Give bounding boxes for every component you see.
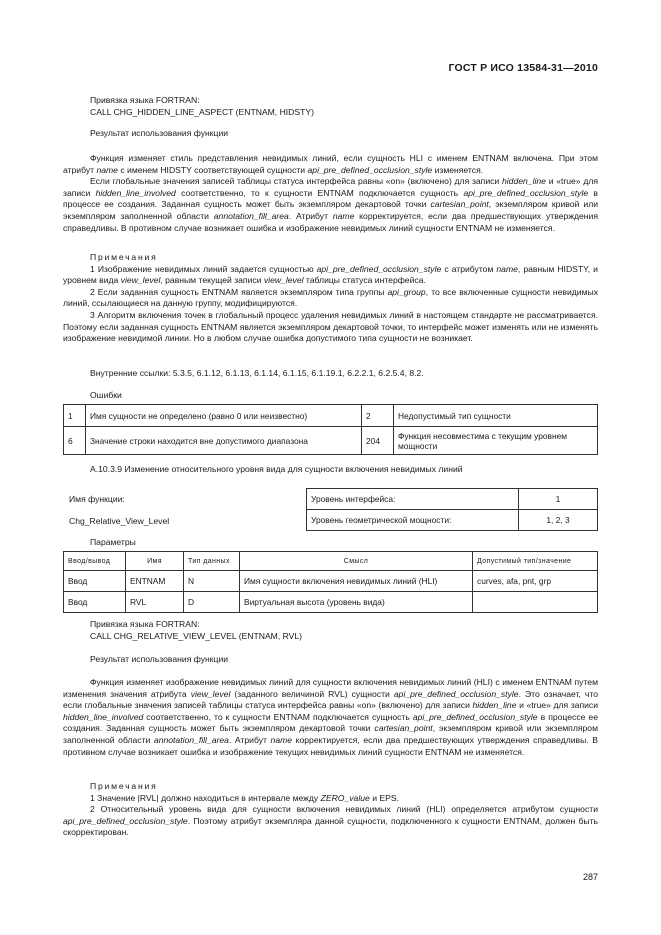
note-item: 3 Алгоритм включения точек в глобальный процесс удаления невидимых линий в настоящем стандарте не рассматривается. Поэтому если заданная сущность ENTNAM является экземпляром декартовой точки, то интерфейс может изменять или не изменять изображение невидимой линии. Но в любом случае ошибка допустимого типа сущности не возникает. — [63, 309, 598, 344]
internal-references — [63, 368, 598, 401]
table-cell: Имя сущности включения невидимых линий (HLI) — [240, 571, 473, 592]
table-cell: RVL — [126, 592, 184, 613]
function-name-label: Имя функции: — [69, 494, 125, 504]
function-description-1 — [63, 153, 598, 234]
notes-block-2 — [63, 781, 598, 839]
error-code: 6 — [64, 427, 86, 455]
notes-title: Примечания — [90, 252, 158, 262]
table-row — [64, 592, 598, 613]
table-row — [307, 510, 598, 531]
table-row — [64, 405, 598, 427]
binding-call: CALL CHG_RELATIVE_VIEW_LEVEL (ENTNAM, RVL) — [90, 630, 303, 641]
result-title: Результат использования функции — [90, 654, 229, 665]
standard-header: ГОСТ Р ИСО 13584-31—2010 — [448, 62, 598, 74]
error-code: 2 — [362, 405, 394, 427]
interface-level-value: 1 — [519, 489, 598, 510]
table-header-row — [64, 552, 598, 571]
references-text: Внутренние ссылки: 5.3.5, 6.1.12, 6.1.13, 6.1.14, 6.1.15, 6.1.19.1, 6.2.2.1, 6.2.5.4, 8.2. — [90, 368, 424, 378]
table-cell: Ввод — [64, 592, 126, 613]
table-cell — [473, 592, 598, 613]
binding-label: Привязка языка FORTRAN: — [90, 619, 200, 629]
table-cell: D — [184, 592, 240, 613]
error-text: Недопустимый тип сущности — [394, 405, 598, 427]
table-cell: Ввод — [64, 571, 126, 592]
note-item: 1 Изображение невидимых линий задается сущностью api_pre_defined_occlusion_style с атрибутом name, равным HIDSTY, и уровнем вида view_level, равным текущей записи view_level таблицы статуса интерфейса. — [63, 263, 598, 286]
note-item: 2 Относительный уровень вида для сущности включения невидимых линий (HLI) определяется атрибутом сущности api_pre_defined_occlusion_style. Поэтому атрибут экземпляра данной сущности, подключенного к сущности ENTNAM, должен быть скорректирован. — [63, 804, 598, 838]
geometry-level-label: Уровень геометрической мощности: — [307, 510, 519, 531]
error-code: 204 — [362, 427, 394, 455]
table-cell: ENTNAM — [126, 571, 184, 592]
paragraph: Функция изменяет стиль представления невидимых линий, если сущность HLI с именем ENTNAM включена. При этом атрибут name с именем HIDSTY соответствующей сущности api_pre_defined_occlusion_style изменяется. — [63, 153, 598, 175]
table-cell: curves, afa, pnt, grp — [473, 571, 598, 592]
table-row — [307, 489, 598, 510]
column-header: Имя — [126, 552, 184, 571]
section-heading — [63, 464, 598, 476]
interface-level-label: Уровень интерфейса: — [307, 489, 519, 510]
function-name-block — [63, 488, 298, 532]
note-item: 2 Если заданная сущность ENTNAM является экземпляром типа группы api_group, то все включенные сущности невидимых линий, ссылающиеся на данную группу, модифицируются. — [63, 286, 598, 309]
notes-title: Примечания — [90, 781, 158, 791]
params-heading — [63, 537, 598, 549]
error-text: Имя сущности не определено (равно 0 или неизвестно) — [86, 405, 362, 427]
error-code: 1 — [64, 405, 86, 427]
params-title: Параметры — [90, 537, 136, 547]
column-header: Ввод/вывод — [64, 552, 126, 571]
geometry-level-value: 1, 2, 3 — [519, 510, 598, 531]
result-title: Результат использования функции — [90, 128, 229, 139]
function-name-value: Chg_Relative_View_Level — [69, 516, 170, 526]
function-levels-table — [306, 488, 598, 531]
notes-block-1 — [63, 252, 598, 345]
binding-call: CALL CHG_HIDDEN_LINE_ASPECT (ENTNAM, HIDSTY) — [90, 106, 314, 117]
table-cell: N — [184, 571, 240, 592]
error-text: Значение строки находится вне допустимого диапазона — [86, 427, 362, 455]
function-description-2 — [63, 677, 598, 758]
errors-table — [63, 404, 598, 455]
binding-label: Привязка языка FORTRAN: — [90, 95, 200, 105]
section-title: А.10.3.9 Изменение относительного уровня вида для сущности включения невидимых линий — [90, 464, 463, 474]
table-row — [64, 427, 598, 455]
column-header: Допустимый тип/значение — [473, 552, 598, 571]
column-header: Тип данных — [184, 552, 240, 571]
column-header: Смысл — [240, 552, 473, 571]
fortran-binding-block-1 — [63, 95, 598, 140]
table-cell: Виртуальная высота (уровень вида) — [240, 592, 473, 613]
paragraph: Функция изменяет изображение невидимых линий для сущности включения невидимых линий (HLI) с именем ENTNAM путем изменения значения атрибута view_level (заданного величиной RVL) сущности api_pre_defined_occlusion_style. Это означает, что если глобальные значения записей таблицы статуса интерфейса равны «on» (включено) для записи hidden_line и «true» для записи hidden_line_involved соответственно, то к сущности ENTNAM подключается сущность api_pre_defined_occlusion_style в процессе ее создания. Заданная сущность может быть экземпляром декартовой точки cartesian_point, экземпляром кривой или экземпляром заполненной области annotation_fill_area. Атрибут name корректируется, если два предшествующих утверждения справедливы. В противном случае возникает ошибка и изображение текущих невидимых линий сущности ENTNAM не изменяется. — [63, 677, 599, 757]
note-item: 1 Значение |RVL| должно находиться в интервале между ZERO_value и EPS. — [90, 792, 399, 803]
table-row — [64, 571, 598, 592]
paragraph: Если глобальные значения записей таблицы статуса интерфейса равны «on» (включено) для записи hidden_line и «true» для записи hidden_line_involved соответственно, то к сущности ENTNAM подключается сущность api_pre_defined_occlusion_style в процессе ее создания. Заданная сущность может быть экземпляром декартовой точки cartesian_point, экземпляром кривой или экземпляром заполненной области annotation_fill_area. Атрибут name корректируется, если два предшествующих утверждения справедливы. В противном случае возникает ошибка и изображение невидимых линий сущности ENTNAM не изменяется. — [63, 176, 599, 233]
fortran-binding-block-2 — [63, 619, 598, 666]
page-number: 287 — [582, 872, 598, 882]
parameters-table — [63, 551, 598, 613]
error-text: Функция несовместима с текущим уровнем мощности — [394, 427, 598, 455]
errors-title: Ошибки — [90, 389, 122, 400]
